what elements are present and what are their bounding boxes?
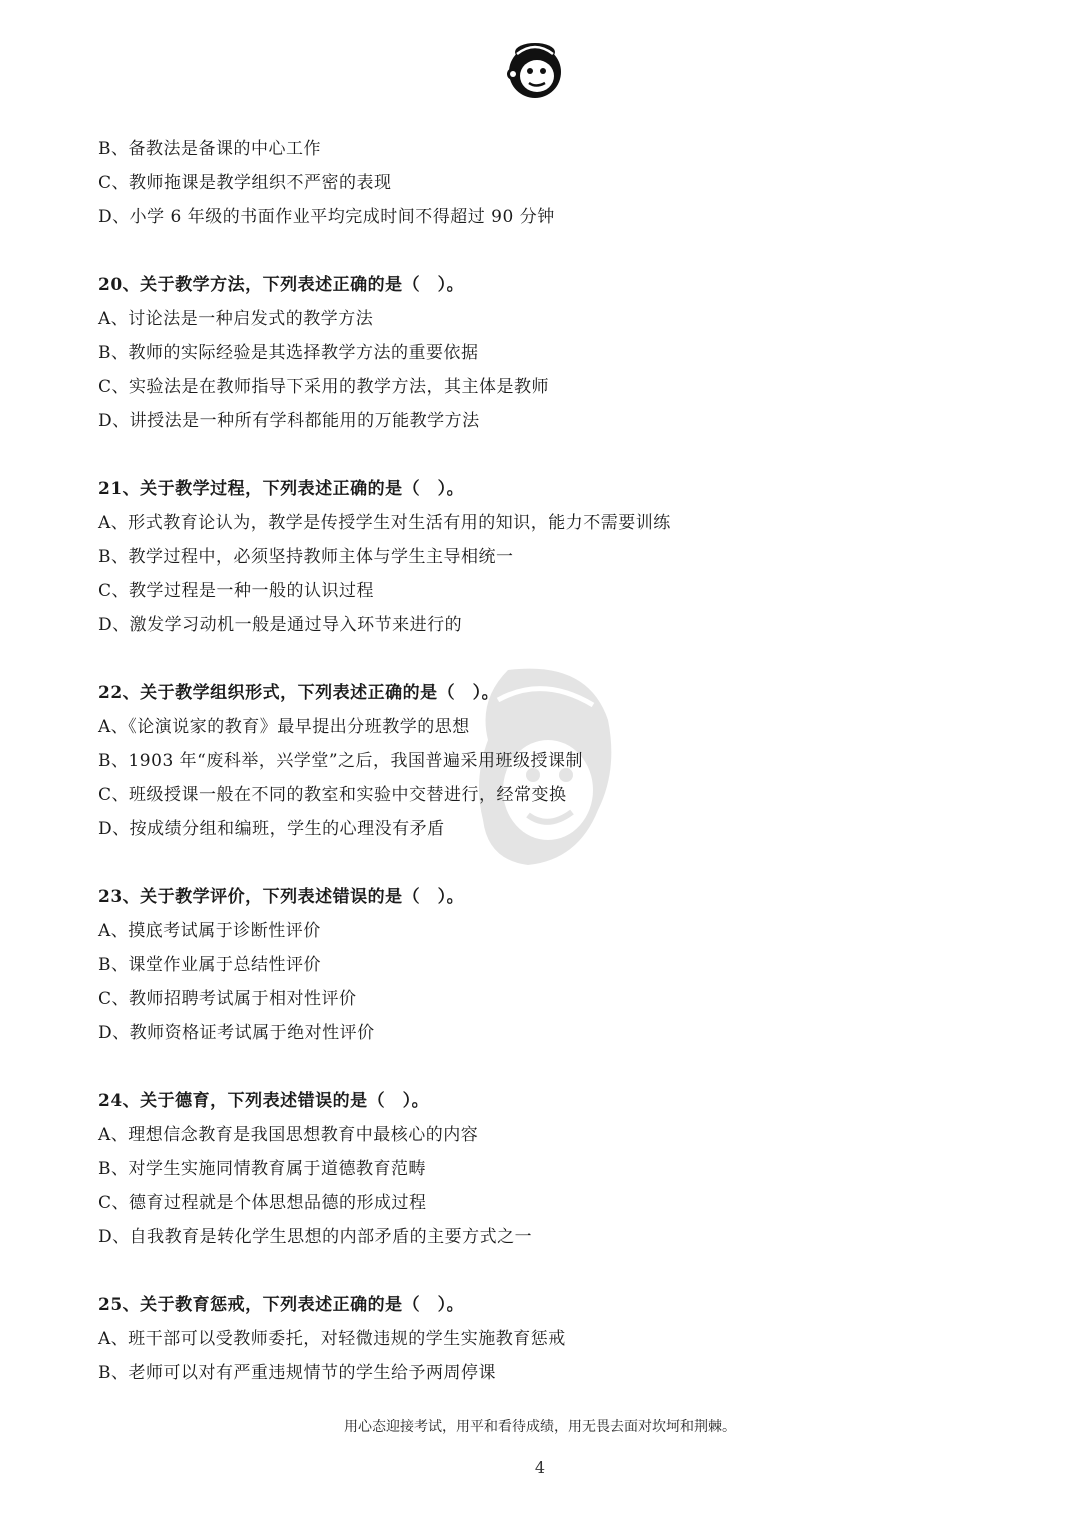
question-21 xyxy=(98,472,998,642)
footer-motto: 用心态迎接考试，用平和看待成绩，用无畏去面对坎坷和荆棘。 xyxy=(344,1419,736,1435)
question-title: 23、关于教学评价，下列表述错误的是（ ）。 xyxy=(98,887,465,907)
option-line: C、教学过程是一种一般的认识过程 xyxy=(98,581,375,601)
option-line: D、自我教育是转化学生思想的内部矛盾的主要方式之一 xyxy=(98,1227,533,1247)
question-23 xyxy=(98,880,998,1050)
option-line: D、按成绩分组和编班，学生的心理没有矛盾 xyxy=(98,819,445,839)
question-22 xyxy=(98,676,998,846)
option-line: D、小学 6 年级的书面作业平均完成时间不得超过 90 分钟 xyxy=(98,207,555,227)
option-line: A、形式教育论认为，教学是传授学生对生活有用的知识，能力不需要训练 xyxy=(98,513,671,533)
option-line: A、《论演说家的教育》最早提出分班教学的思想 xyxy=(98,717,470,737)
option-line: B、老师可以对有严重违规情节的学生给予两周停课 xyxy=(98,1363,496,1383)
question-25 xyxy=(98,1288,998,1390)
option-line: B、教学过程中，必须坚持教师主体与学生主导相统一 xyxy=(98,547,514,567)
option-line: B、课堂作业属于总结性评价 xyxy=(98,955,321,975)
question-content xyxy=(98,132,998,1390)
option-line: A、班干部可以受教师委托，对轻微违规的学生实施教育惩戒 xyxy=(98,1329,566,1349)
option-line: A、讨论法是一种启发式的教学方法 xyxy=(98,309,374,329)
question-24 xyxy=(98,1084,998,1254)
option-line: A、理想信念教育是我国思想教育中最核心的内容 xyxy=(98,1125,479,1145)
question-title: 25、关于教育惩戒，下列表述正确的是（ ）。 xyxy=(98,1295,465,1315)
option-line: D、教师资格证考试属于绝对性评价 xyxy=(98,1023,375,1043)
option-line: B、对学生实施同情教育属于道德教育范畴 xyxy=(98,1159,426,1179)
page-number: 4 xyxy=(534,1458,546,1477)
question-title: 20、关于教学方法，下列表述正确的是（ ）。 xyxy=(98,275,465,295)
option-line: C、实验法是在教师指导下采用的教学方法，其主体是教师 xyxy=(98,377,550,397)
monkey-logo-icon xyxy=(503,38,567,102)
question-title: 21、关于教学过程，下列表述正确的是（ ）。 xyxy=(98,479,465,499)
option-line: B、教师的实际经验是其选择教学方法的重要依据 xyxy=(98,343,479,363)
option-line: C、班级授课一般在不同的教室和实验中交替进行，经常变换 xyxy=(98,785,567,805)
option-line: D、激发学习动机一般是通过导入环节来进行的 xyxy=(98,615,463,635)
question-title: 22、关于教学组织形式，下列表述正确的是（ ）。 xyxy=(98,683,500,703)
option-line: A、摸底考试属于诊断性评价 xyxy=(98,921,321,941)
option-line: C、德育过程就是个体思想品德的形成过程 xyxy=(98,1193,427,1213)
question-title: 24、关于德育，下列表述错误的是（ ）。 xyxy=(98,1091,430,1111)
option-line: C、教师拖课是教学组织不严密的表现 xyxy=(98,173,392,193)
option-line: D、讲授法是一种所有学科都能用的万能教学方法 xyxy=(98,411,480,431)
option-line: B、备教法是备课的中心工作 xyxy=(98,139,321,159)
question-20 xyxy=(98,268,998,438)
option-line: C、教师招聘考试属于相对性评价 xyxy=(98,989,357,1009)
option-line: B、1903 年“废科举，兴学堂”之后，我国普遍采用班级授课制 xyxy=(98,751,584,771)
